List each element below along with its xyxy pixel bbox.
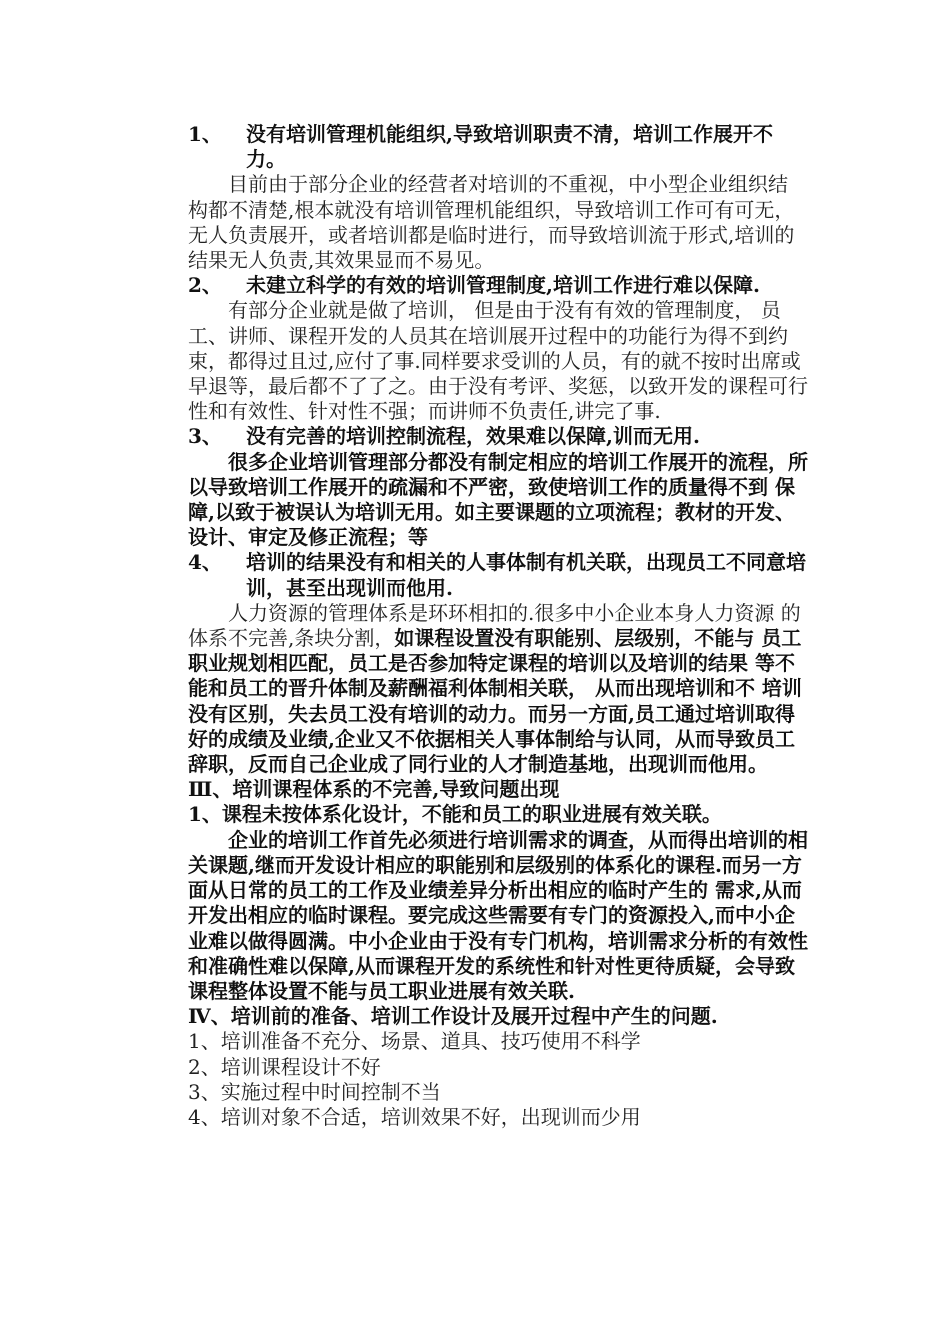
section-1-number: 1、 bbox=[188, 122, 222, 146]
section-iii-heading: Ⅲ、培训课程体系的不完善,导致问题出现 bbox=[188, 777, 560, 802]
section-4-body bbox=[188, 601, 812, 777]
section-iii-body: 企业的培训工作首先必须进行培训需求的调查，从而得出培训的相关课题,继而开发设计相应的职能别和层级别的体系化的课程.而另一方面从日常的员工的工作及业绩差异分析出相应的临时产生的 需求,从而开发出相应的临时课程。要完成这些需要有专门的资源投入,而中小企业难以做得圆满。中小企业由于没有专门机构，培训需求分析的有效性和准确性难以保障,从而课程开发的系统性和针对性更待质疑，会导致课程整体设置不能与员工职业进展有效关联. bbox=[188, 827, 808, 1003]
section-iv-item-2: 2、培训课程设计不好 bbox=[188, 1054, 381, 1079]
section-3-number: 3、 bbox=[188, 424, 222, 449]
section-iv-heading: Ⅳ、培训前的准备、培训工作设计及展开过程中产生的问题. bbox=[188, 1004, 718, 1029]
section-4-number: 4、 bbox=[188, 550, 222, 575]
section-2-body: 有部分企业就是做了培训， 但是由于没有有效的管理制度， 员工、讲师、课程开发的人员其在培训展开过程中的功能行为得不到约束，都得过且过,应付了事.同样要求受训的人员，有的就不按时出席或早退等，最后都不了了之。由于没有考评、奖惩，以致开发的课程可行性和有效性、针对性不强；而讲师不负责任,讲完了事. bbox=[188, 298, 808, 424]
section-iv-item-1: 1、培训准备不充分、场景、道具、技巧使用不科学 bbox=[188, 1029, 641, 1054]
section-2-number: 2、 bbox=[188, 273, 222, 298]
section-3-heading bbox=[188, 424, 812, 449]
section-1-title: 没有培训管理机能组织,导致培训职责不清，培训工作展开不力。 bbox=[246, 122, 773, 172]
section-1-body: 目前由于部分企业的经营者对培训的不重视，中小型企业组织结 构都不清楚,根本就没有培训管理机能组织，导致培训工作可有可无， 无人负责展开，或者培训都是临时进行，而导致培训流于形式,培训的结果无人负责,其效果显而不易见。 bbox=[188, 172, 795, 273]
section-iv-item-3: 3、实施过程中时间控制不当 bbox=[188, 1079, 441, 1104]
section-3-body: 很多企业培训管理部分都没有制定相应的培训工作展开的流程，所以导致培训工作展开的疏漏和不严密，致使培训工作的质量得不到 保障,以致于被误认为培训无用。如主要课题的立项流程；教材的开发、设计、审定及修正流程；等 bbox=[188, 449, 808, 550]
document-page bbox=[188, 122, 812, 1130]
section-2-heading bbox=[188, 273, 812, 298]
section-4-title: 培训的结果没有和相关的人事体制有机关联，出现员工不同意培训，甚至出现训而他用. bbox=[246, 550, 806, 600]
section-4-body-plain: 人力资源的管理体系是环环相扣的.很多中小企业本身人力资源 的体系不完善,条块分割， bbox=[188, 600, 801, 651]
section-iv-item-4: 4、培训对象不合适，培训效果不好，出现训而少用 bbox=[188, 1104, 641, 1129]
section-4-body-bold: 如课程设置没有职能别、层级别，不能与 员工职业规划相匹配，员工是否参加特定课程的培训以及培训的结果 等不能和员工的晋升体制及薪酬福利体制相关联， 从而出现培训和不 培训没有区别，失去员工没有培训的动力。而另一方面,员工通过培训取得好的成绩及业绩,企业又不依据相关人事体制给与认同，从而导致员工辞职，反而自己企业成了同行业的人才制造基地，出现训而他用。 bbox=[188, 626, 802, 777]
section-1-heading bbox=[188, 122, 812, 172]
section-2-title: 未建立科学的有效的培训管理制度,培训工作进行难以保障. bbox=[246, 273, 760, 298]
section-3-title: 没有完善的培训控制流程，效果难以保障,训而无用. bbox=[246, 424, 700, 449]
section-4-heading bbox=[188, 550, 812, 600]
section-iii-subheading: 1、课程未按体系化设计，不能和员工的职业进展有效关联。 bbox=[188, 802, 722, 827]
